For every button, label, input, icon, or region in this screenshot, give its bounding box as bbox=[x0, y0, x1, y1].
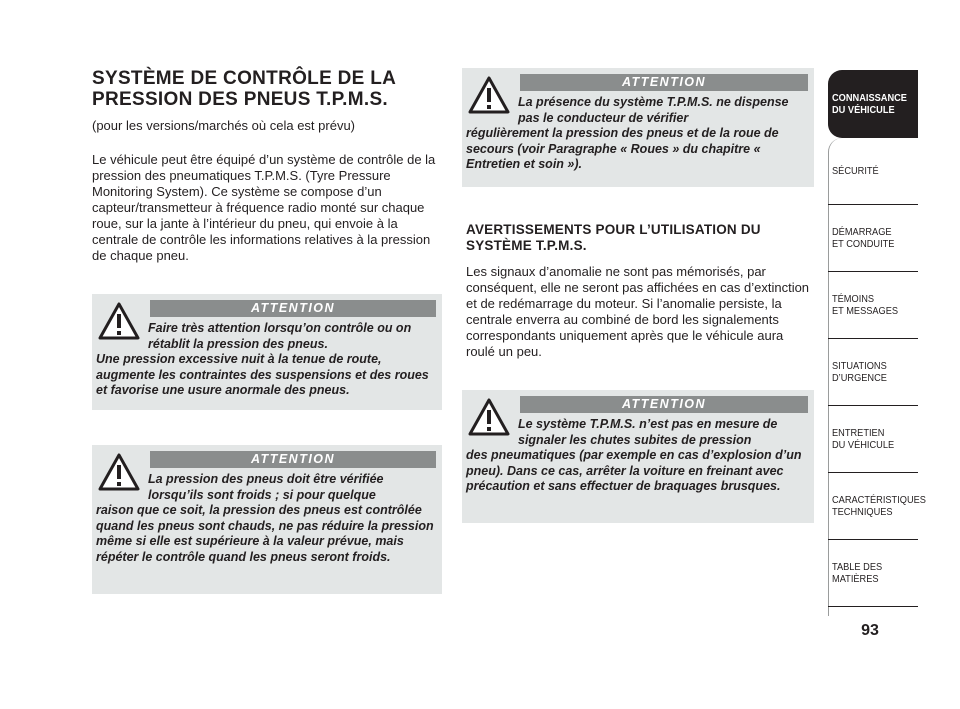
tab-securite[interactable] bbox=[828, 138, 918, 205]
warning-lead: Faire très attention lorsqu’on contrôle ou on rétablit la pression des pneus. bbox=[148, 321, 412, 351]
warning-text bbox=[96, 472, 438, 566]
warning-lead: La pression des pneus doit être vérifiée lorsqu’ils sont froids ; si pour quelque bbox=[148, 472, 384, 502]
warning-rest: régulièrement la pression des pneus et de la roue de secours (voir Paragraphe « Roues » du chapitre « Entretien et soin »). bbox=[466, 126, 779, 172]
tab-label: SÉCURITÉ bbox=[832, 165, 879, 177]
section-body: Les signaux d’anomalie ne sont pas mémorisés, par conséquent, elle ne seront pas affichées en cas d’extinction et de redémarrage du moteur. Si l’anomalie persiste, la centrale enverra au combiné de bord les signalements correspondants uniquement après que le véhicule aura roulé un peu. bbox=[466, 264, 810, 359]
warning-rest: Une pression excessive nuit à la tenue de route, augmente les contraintes des suspensions et des roues et favorise une usure anormale des pneus. bbox=[96, 352, 429, 398]
tab-label: ENTRETIEN DU VÉHICULE bbox=[832, 427, 895, 451]
warning-lead: La présence du système T.P.M.S. ne dispense pas le conducteur de vérifier bbox=[518, 95, 789, 125]
warning-box-3 bbox=[462, 68, 814, 187]
warning-box-1 bbox=[92, 294, 442, 410]
section-title: AVERTISSEMENTS POUR L’UTILISATION DU SYSTÈME T.P.M.S. bbox=[466, 222, 761, 253]
tab-situations-d-urgence[interactable] bbox=[828, 339, 918, 406]
tab-label: DÉMARRAGE ET CONDUITE bbox=[832, 226, 895, 250]
warning-text bbox=[466, 417, 810, 495]
warning-text bbox=[96, 321, 438, 399]
tab-connaissance-du-vehicule[interactable] bbox=[828, 70, 918, 138]
chapter-tabs bbox=[828, 70, 926, 607]
warning-label: ATTENTION bbox=[150, 451, 436, 468]
warning-rest: des pneumatiques (par exemple en cas d’explosion d’un pneu). Dans ce cas, arrêter la voiture en freinant avec précaution et sans effectuer de braquages brusques. bbox=[466, 448, 802, 494]
warning-text bbox=[466, 95, 810, 173]
warning-rest: raison que ce soit, la pression des pneus est contrôlée quand les pneus sont chauds, ne pas réduire la pression même si elle est supérieure à la valeur prévue, mais répéter le contrôle quand les pneus seront froids. bbox=[96, 503, 434, 564]
warning-label: ATTENTION bbox=[150, 300, 436, 317]
tab-temoins-et-messages[interactable] bbox=[828, 272, 918, 339]
warning-label: ATTENTION bbox=[520, 74, 808, 91]
tab-entretien-du-vehicule[interactable] bbox=[828, 406, 918, 473]
tab-label: SITUATIONS D’URGENCE bbox=[832, 360, 887, 384]
intro-paragraph: Le véhicule peut être équipé d’un système de contrôle de la pression des pneumatiques T.P.M.S. (Tyre Pressure Monitoring System). Ce système se compose d’un capteur/transmetteur à fréquence radio monté sur chaque roue, sur la jante à l’intérieur du pneu, qui envoie à la centrale de contrôle les informations relatives à la pression de chaque pneu. bbox=[92, 152, 436, 263]
page-subtitle: (pour les versions/marchés où cela est prévu) bbox=[92, 118, 356, 133]
tab-label: TÉMOINS ET MESSAGES bbox=[832, 293, 899, 317]
tab-demarrage-et-conduite[interactable] bbox=[828, 205, 918, 272]
tab-table-des-matieres[interactable] bbox=[828, 540, 918, 607]
warning-lead: Le système T.P.M.S. n’est pas en mesure de signaler les chutes subites de pression bbox=[518, 417, 778, 447]
page-heading: SYSTÈME DE CONTRÔLE DE LA PRESSION DES PNEUS T.P.M.S. bbox=[92, 68, 396, 110]
tab-label: TABLE DES MATIÈRES bbox=[832, 561, 883, 585]
warning-box-2 bbox=[92, 445, 442, 594]
warning-label: ATTENTION bbox=[520, 396, 808, 413]
page-number: 93 bbox=[861, 622, 879, 639]
warning-box-4 bbox=[462, 390, 814, 523]
tab-label: CARACTÉRISTIQUES TECHNIQUES bbox=[832, 494, 926, 518]
tab-label: CONNAISSANCE DU VÉHICULE bbox=[832, 92, 907, 116]
tab-caracteristiques-techniques[interactable] bbox=[828, 473, 926, 540]
